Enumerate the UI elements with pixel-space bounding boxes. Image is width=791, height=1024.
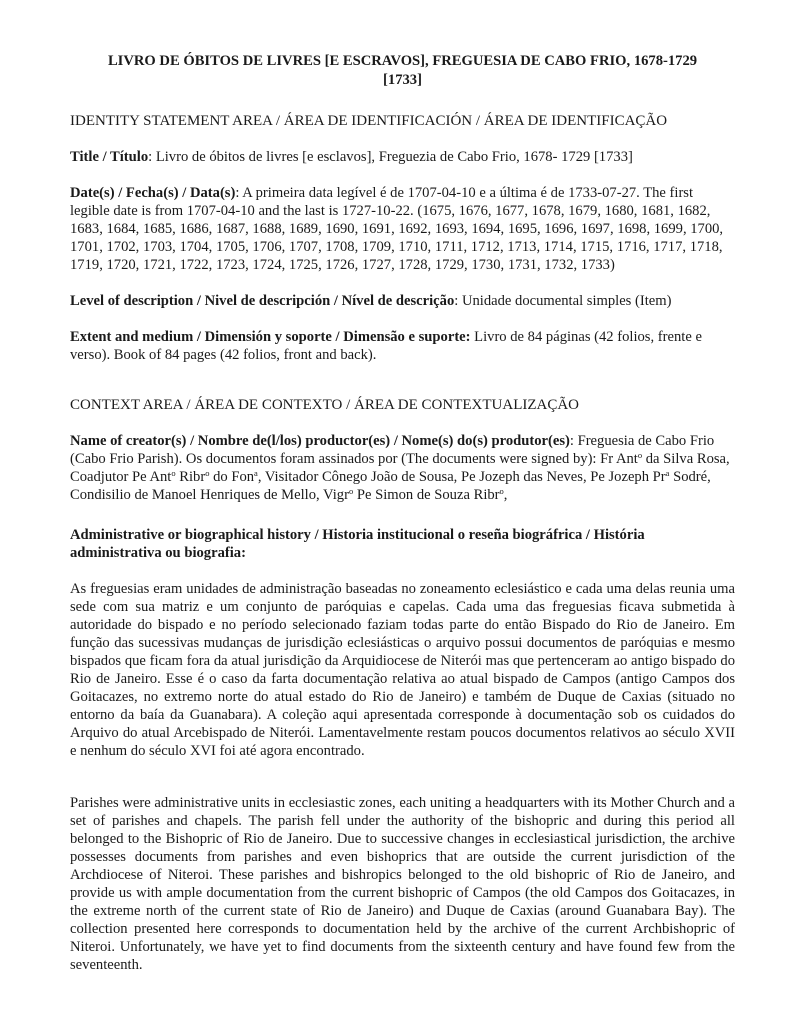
creator-text-6: Sodré, Condisilio de Manoel Henriques de Mello, Vigr	[70, 469, 711, 503]
document-title	[70, 52, 735, 90]
creator-text-3: Ribr	[175, 469, 206, 485]
creator-text-7: Pe Simon de Souza Ribr	[353, 487, 500, 503]
history-paragraph-portuguese: As freguesias eram unidades de administração baseadas no zoneamento eclesiástico e cada uma delas reunia uma sede com sua matriz e um conjunto de paróquias e capelas. Cada uma das freguesias ficava submetida à autoridade do bispado e no período selecionado faziam todas parte do então Bispado do Rio de Janeiro. Em função das sucessivas mudanças de jurisdição eclesiásticas o arquivo possui documentos de paróquias e mesmo bispados que ficam fora da atual jurisdição da Arquidiocese de Niterói mas que pertenceram ao antigo bispado do Rio de Janeiro. Esse é o caso da farta documentação relativa ao atual bispado de Campos (antigo Campos dos Goitacazes, no extremo norte do atual estado do Rio de Janeiro) e também de Duque de Caxias (situado no entorno da baía da Guanabara). A coleção aqui apresentada corresponde à documentação sob os cuidados do Arquivo do atual Arcebispado de Niterói. Lamentavelmente restam poucos documentos relativos ao século XVII e nenhum do século XVI foi até agora encontrado.	[70, 581, 735, 759]
dates-field	[70, 184, 735, 274]
context-area-heading: CONTEXT AREA / ÁREA DE CONTEXTO / ÁREA DE CONTEXTUALIZAÇÃO	[70, 397, 580, 413]
title-value: : Livro de óbitos de livres [e esclavos], Freguezia de Cabo Frio, 1678- 1729 [1733]	[148, 149, 633, 165]
level-value: : Unidade documental simples (Item)	[454, 293, 672, 309]
dates-value: : A primeira data legível é de 1707-04-10 e a última é de 1733-07-27. The first legible date is from 1707-04-10 and the last is 1727-10-22. (1675, 1676, 1677, 1678, 1679, 1680, 1681, 1682, 1683, 1684, 1685, 1686, 1687, 1688, 1689, 1690, 1691, 1692, 1693, 1694, 1695, 1696, 1697, 1698, 1699, 1700, 1701, 1702, 1703, 1704, 1705, 1706, 1707, 1708, 1709, 1710, 1711, 1712, 1713, 1714, 1715, 1716, 1717, 1718, 1719, 1720, 1721, 1722, 1723, 1724, 1725, 1726, 1727, 1728, 1729, 1730, 1731, 1732, 1733)	[70, 185, 724, 273]
creator-superscript-2: o	[171, 468, 176, 478]
dates-label: Date(s) / Fecha(s) / Data(s)	[70, 185, 236, 201]
creator-superscript-4: a	[254, 468, 258, 478]
creator-field	[70, 432, 735, 504]
creator-text-5: , Visitador Cônego João de Sousa, Pe Jozeph das Neves, Pe Jozeph Pr	[257, 469, 666, 485]
history-field	[70, 526, 735, 562]
title-field	[70, 148, 735, 166]
level-label: Level of description / Nivel de descripción / Nível de descrição	[70, 293, 455, 309]
document-title-line-2: [1733]	[383, 72, 422, 88]
level-field	[70, 292, 735, 310]
extent-label: Extent and medium / Dimensión y soporte / Dimensão e suporte:	[70, 329, 471, 345]
creator-superscript-5: a	[665, 468, 670, 478]
creator-text-1: : Freguesia de Cabo Frio (Cabo Frio Parish). Os documentos foram assinados por (The documents were signed by): Fr Ant	[70, 433, 715, 467]
creator-text-4: do Fon	[209, 469, 255, 485]
creator-superscript-1: o	[637, 450, 643, 460]
history-label: Administrative or biographical history / Historia institucional o reseña biográfrica / História administrativa ou biografia:	[70, 527, 645, 561]
document-title-line-1: LIVRO DE ÓBITOS DE LIVRES [E ESCRAVOS], FREGUESIA DE CABO FRIO, 1678-1729	[107, 53, 698, 69]
extent-field	[70, 328, 735, 364]
history-paragraph-english: Parishes were administrative units in ecclesiastic zones, each uniting a headquarters with its Mother Church and a set of parishes and chapels. The parish fell under the authority of the bishopric and during this period all belonged to the Bishopric of Rio de Janeiro. Due to successive changes in ecclesiastical jurisdiction, the archive possesses documents from parishes and even bishoprics that are outside the current jurisdiction of the Archdiocese of Niteroi. These parishes and bishropics belonged to the old bishopric of Rio de Janeiro, and provide us with ample documentation from the current bishopric of Campos (the old Campos dos Goitacazes, in the extreme north of the current state of Rio de Janeiro) and Duque de Caxias (around Guanabara Bay). The collection presented here corresponds to documentation held by the archive of the current Archbishopric of Niteroi. Unfortunately, we have yet to find documents from the sixteenth century and have found few from the seventeenth.	[70, 795, 735, 973]
extent-value: Livro de 84 páginas (42 folios, frente e verso). Book of 84 pages (42 folios, front and back).	[70, 329, 702, 363]
creator-superscript-7: o	[499, 486, 504, 496]
creator-text-8: ,	[503, 487, 508, 503]
creator-text-2: da Silva Rosa, Coadjutor Pe Ant	[70, 451, 730, 485]
creator-label: Name of creator(s) / Nombre de(l/los) productor(es) / Nome(s) do(s) produtor(es)	[70, 433, 570, 449]
identity-area-heading: IDENTITY STATEMENT AREA / ÁREA DE IDENTIFICACIÓN / ÁREA DE IDENTIFICAÇÃO	[70, 113, 668, 129]
creator-superscript-6: o	[348, 486, 354, 496]
creator-superscript-3: o	[205, 468, 210, 478]
title-label: Title / Título	[70, 149, 149, 165]
